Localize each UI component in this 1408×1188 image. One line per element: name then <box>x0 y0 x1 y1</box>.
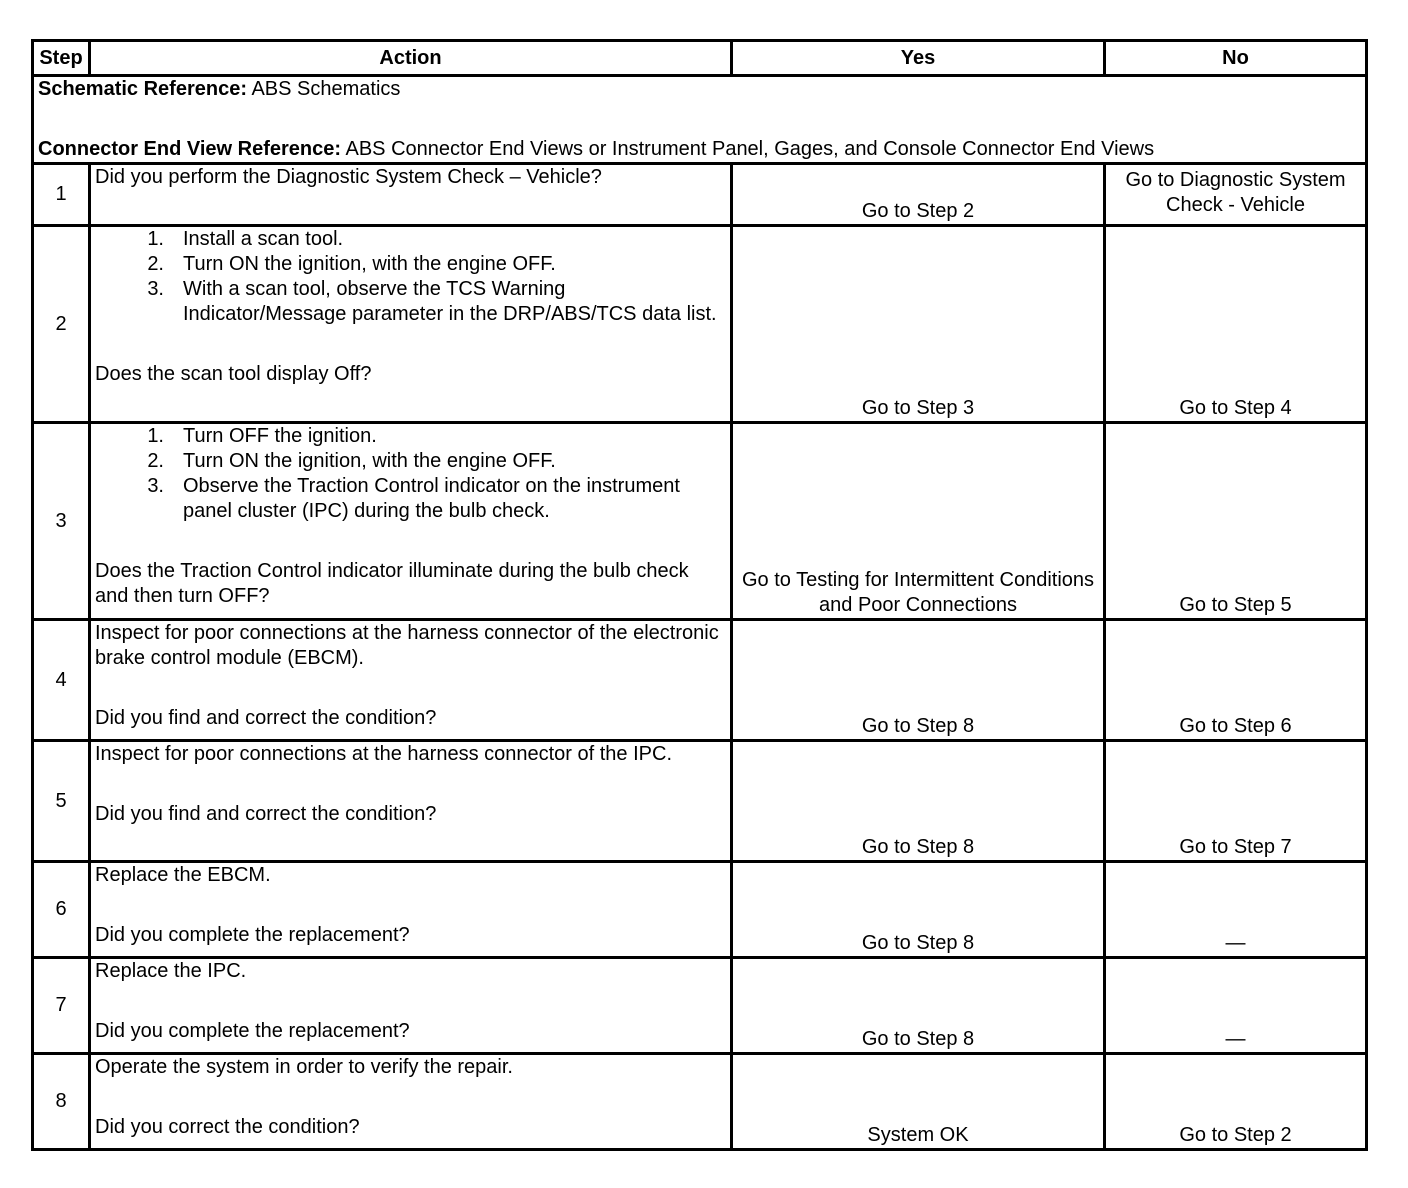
step-number: 7 <box>33 958 90 1054</box>
header-step: Step <box>33 41 90 76</box>
step-number: 4 <box>33 620 90 741</box>
step-action <box>90 226 732 423</box>
step-question: Did you correct the condition? <box>95 1116 360 1138</box>
step-no: Go to Step 4 <box>1105 226 1367 423</box>
step-yes: Go to Step 8 <box>732 958 1105 1054</box>
schematic-reference <box>38 77 1361 102</box>
list-item: 1. Turn OFF the ignition. <box>147 425 377 447</box>
list-item: 3. Observe the Traction Control indicator on the instrument panel cluster (IPC) during the bulb check. <box>147 475 680 522</box>
step-action <box>90 1054 732 1150</box>
step-number: 3 <box>33 423 90 620</box>
header-row <box>33 41 1367 76</box>
connector-reference-label: Connector End View Reference: <box>38 138 342 160</box>
step-instruction: Inspect for poor connections at the harness connector of the IPC. <box>95 743 673 765</box>
step-instruction: Replace the EBCM. <box>95 864 271 886</box>
table-row <box>33 620 1367 741</box>
step-number: 8 <box>33 1054 90 1150</box>
header-action: Action <box>90 41 732 76</box>
step-question: Did you complete the replacement? <box>95 1020 410 1042</box>
step-question: Did you complete the replacement? <box>95 924 410 946</box>
step-no: Go to Diagnostic System Check - Vehicle <box>1105 164 1367 226</box>
step-action: Did you perform the Diagnostic System Check – Vehicle? <box>90 164 732 226</box>
step-action <box>90 958 732 1054</box>
step-instruction: Replace the IPC. <box>95 960 247 982</box>
list-item: 1. Install a scan tool. <box>147 228 344 250</box>
step-no: Go to Step 6 <box>1105 620 1367 741</box>
step-number: 6 <box>33 862 90 958</box>
step-yes: Go to Step 8 <box>732 862 1105 958</box>
step-action <box>90 862 732 958</box>
list-item: 3. With a scan tool, observe the TCS Warning Indicator/Message parameter in the DRP/ABS/TCS data list. <box>147 278 717 325</box>
step-list <box>95 424 726 524</box>
table-row <box>33 862 1367 958</box>
diagnostic-table <box>31 39 1368 1151</box>
step-action <box>90 741 732 862</box>
step-list <box>95 227 726 327</box>
header-yes: Yes <box>732 41 1105 76</box>
step-instruction: Operate the system in order to verify the repair. <box>95 1056 513 1078</box>
schematic-reference-label: Schematic Reference: <box>38 78 247 100</box>
step-number: 2 <box>33 226 90 423</box>
table-row <box>33 423 1367 620</box>
step-question: Does the scan tool display Off? <box>95 363 372 385</box>
step-yes: Go to Step 8 <box>732 620 1105 741</box>
schematic-reference-value: ABS Schematics <box>246 78 401 100</box>
step-question: Did you find and correct the condition? <box>95 707 437 729</box>
table-row <box>33 164 1367 226</box>
step-action <box>90 620 732 741</box>
table-row <box>33 1054 1367 1150</box>
step-no: Go to Step 7 <box>1105 741 1367 862</box>
step-number: 1 <box>33 164 90 226</box>
step-yes: System OK <box>732 1054 1105 1150</box>
table-row <box>33 741 1367 862</box>
connector-reference <box>38 137 1361 162</box>
list-item: 2. Turn ON the ignition, with the engine OFF. <box>147 253 556 275</box>
step-instruction: Inspect for poor connections at the harness connector of the electronic brake control module (EBCM). <box>95 622 719 669</box>
step-yes: Go to Step 2 <box>732 164 1105 226</box>
step-question: Did you find and correct the condition? <box>95 803 437 825</box>
reference-cell <box>33 76 1367 164</box>
step-no: — <box>1105 862 1367 958</box>
step-no: Go to Step 2 <box>1105 1054 1367 1150</box>
table-row <box>33 226 1367 423</box>
step-yes: Go to Step 8 <box>732 741 1105 862</box>
step-action <box>90 423 732 620</box>
reference-row <box>33 76 1367 164</box>
step-yes: Go to Step 3 <box>732 226 1105 423</box>
step-no: Go to Step 5 <box>1105 423 1367 620</box>
list-item: 2. Turn ON the ignition, with the engine OFF. <box>147 450 556 472</box>
table-row <box>33 958 1367 1054</box>
step-question: Does the Traction Control indicator illuminate during the bulb check and then turn OFF? <box>95 560 689 607</box>
connector-reference-value: ABS Connector End Views or Instrument Panel, Gages, and Console Connector End Views <box>341 138 1155 160</box>
step-no: — <box>1105 958 1367 1054</box>
header-no: No <box>1105 41 1367 76</box>
step-yes: Go to Testing for Intermittent Conditions and Poor Connections <box>732 423 1105 620</box>
step-number: 5 <box>33 741 90 862</box>
